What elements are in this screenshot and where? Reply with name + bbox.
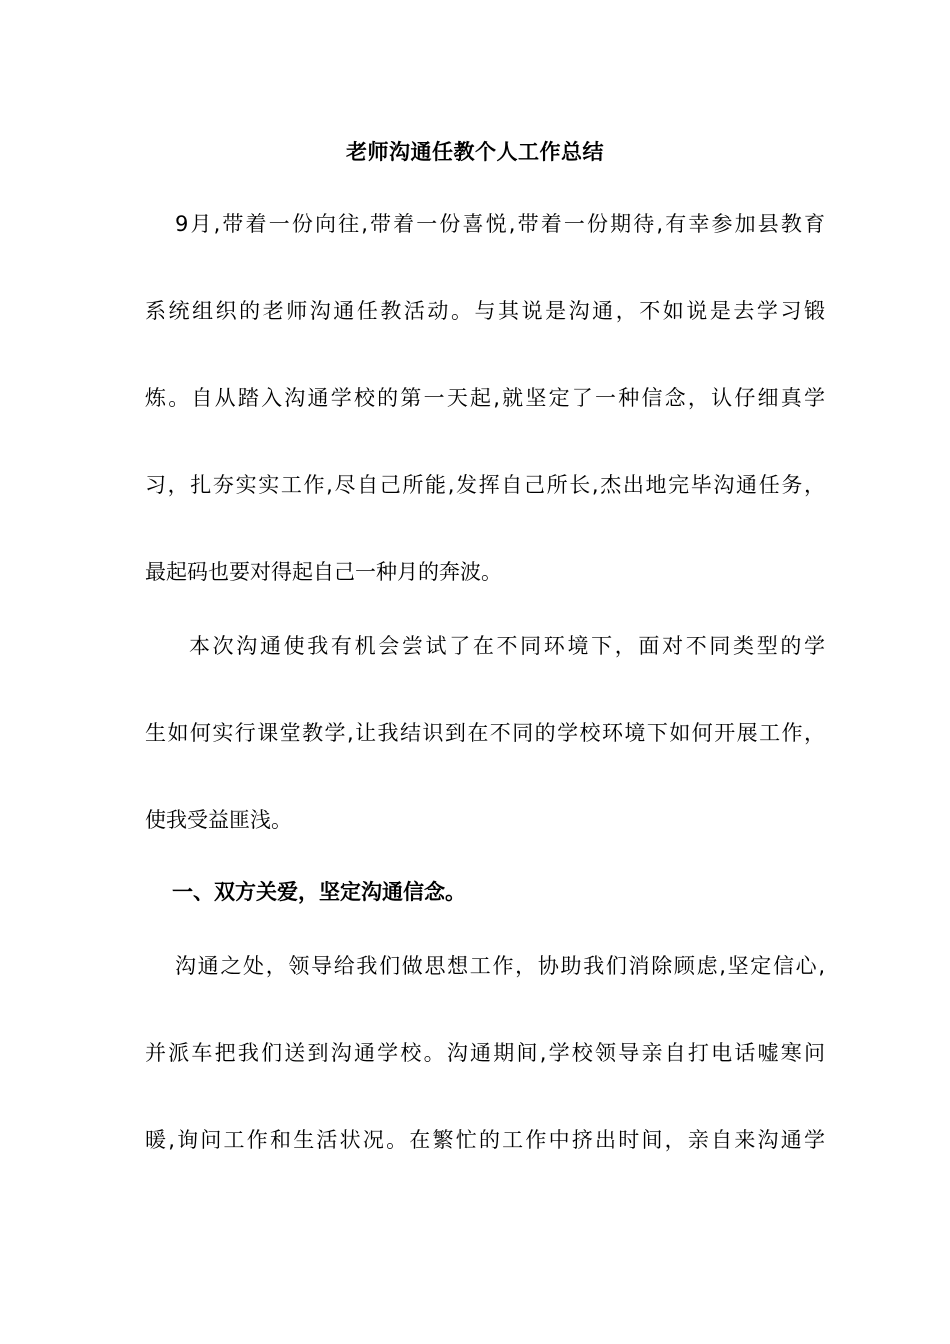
paragraph3-line-2: 并派车把我们送到沟通学校。沟通期间,学校领导亲自打电话嘘寒问	[145, 1041, 825, 1065]
paragraph3-line-3: 暖,询问工作和生活状况。在繁忙的工作中挤出时间，亲自来沟通学	[145, 1128, 825, 1152]
paragraph3-line-1: 沟通之处，领导给我们做思想工作，协助我们消除顾虑,坚定信心,	[175, 954, 825, 978]
paragraph1-line-1: 9月,带着一份向往,带着一份喜悦,带着一份期待,有幸参加县教育	[175, 212, 825, 236]
paragraph1-line-2: 系统组织的老师沟通任教活动。与其说是沟通，不如说是去学习锻	[145, 299, 825, 323]
section-heading-1: 一、双方关爱，坚定沟通信念。	[172, 880, 466, 904]
paragraph2-line-3: 使我受益匪浅。	[145, 808, 292, 832]
paragraph1-line-4: 习，扎夯实实工作,尽自己所能,发挥自己所长,杰出地完毕沟通任务，	[145, 473, 825, 497]
paragraph2-line-1: 本次沟通使我有机会尝试了在不同环境下，面对不同类型的学	[189, 634, 825, 658]
paragraph1-line-5: 最起码也要对得起自己一种月的奔波。	[145, 560, 502, 584]
document-title: 老师沟通任教个人工作总结	[346, 140, 604, 164]
paragraph2-line-2: 生如何实行课堂教学,让我结识到在不同的学校环境下如何开展工作，	[145, 721, 825, 745]
paragraph1-line-3: 炼。自从踏入沟通学校的第一天起,就坚定了一种信念，认仔细真学	[145, 386, 825, 410]
